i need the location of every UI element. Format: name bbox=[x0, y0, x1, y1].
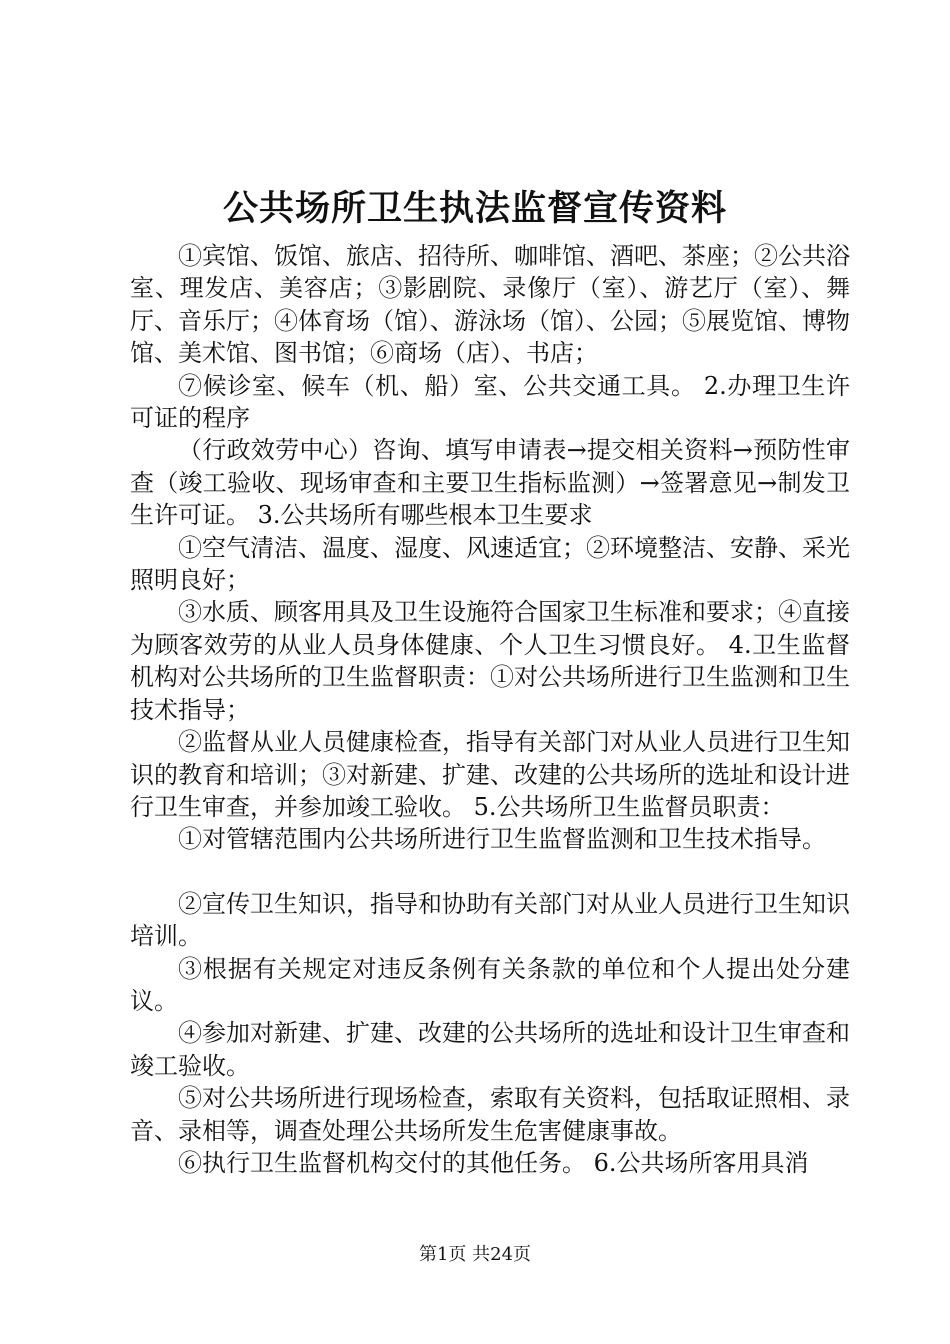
paragraph-duty-review: ④参加对新建、扩建、改建的公共场所的选址和设计卫生审查和竣工验收。 bbox=[130, 1019, 850, 1080]
document-body bbox=[130, 240, 850, 1179]
paragraph-duty-other: ⑥执行卫生监督机构交付的其他任务。 6.公共场所客用具消 bbox=[178, 1148, 809, 1177]
page-footer: 第1页 共24页 bbox=[418, 1244, 532, 1265]
paragraph-duty-education: ②宣传卫生知识，指导和协助有关部门对从业人员进行卫生知识培训。 bbox=[130, 889, 850, 951]
paragraph-venue-list: ①宾馆、饭馆、旅店、招待所、咖啡馆、酒吧、茶座；②公共浴室、理发店、美容店；③影剧院、录像厅（室）、游艺厅（室）、舞厅、音乐厅；④体育场（馆）、游泳场（馆）、公园；⑤展览馆、博物馆、美术馆、图书馆；⑥商场（店）、书店； bbox=[130, 242, 850, 368]
paragraph-duty-penalty: ③根据有关规定对违反条例有关条款的单位和个人提出处分建议。 bbox=[130, 954, 850, 1015]
paragraph-water-staff: ③水质、顾客用具及卫生设施符合国家卫生标准和要求；④直接为顾客效劳的从业人员身体健康、个人卫生习惯良好。 4.卫生监督机构对公共场所的卫生监督职责：①对公共场所进行卫生监测和卫生技术指导； bbox=[130, 598, 850, 724]
paragraph-license-procedure: （行政效劳中心）咨询、填写申请表→提交相关资料→预防性审查（竣工验收、现场审查和主要卫生指标监测）→签署意见→制发卫生许可证。 3.公共场所有哪些根本卫生要求 bbox=[130, 436, 850, 530]
paragraph-duty-inspection: ⑤对公共场所进行现场检查，索取有关资料，包括取证照相、录音、录相等，调查处理公共场所发生危害健康事故。 bbox=[130, 1084, 850, 1145]
paragraph-transport-and-license: ⑦候诊室、候车（机、船）室、公共交通工具。 2.办理卫生许可证的程序 bbox=[130, 371, 850, 433]
blank-line bbox=[130, 856, 850, 888]
paragraph-air-environment: ①空气清洁、温度、湿度、风速适宜；②环境整洁、安静、采光照明良好； bbox=[130, 533, 850, 595]
paragraph-health-check: ②监督从业人员健康检查，指导有关部门对从业人员进行卫生知识的教育和培训；③对新建、扩建、改建的公共场所的选址和设计进行卫生审查，并参加竣工验收。 5.公共场所卫生监督员职责： bbox=[130, 728, 850, 821]
document-title: 公共场所卫生执法监督宣传资料 bbox=[222, 188, 727, 229]
paragraph-duty-monitoring: ①对管辖范围内公共场所进行卫生监督监测和卫生技术指导。 bbox=[178, 825, 826, 854]
